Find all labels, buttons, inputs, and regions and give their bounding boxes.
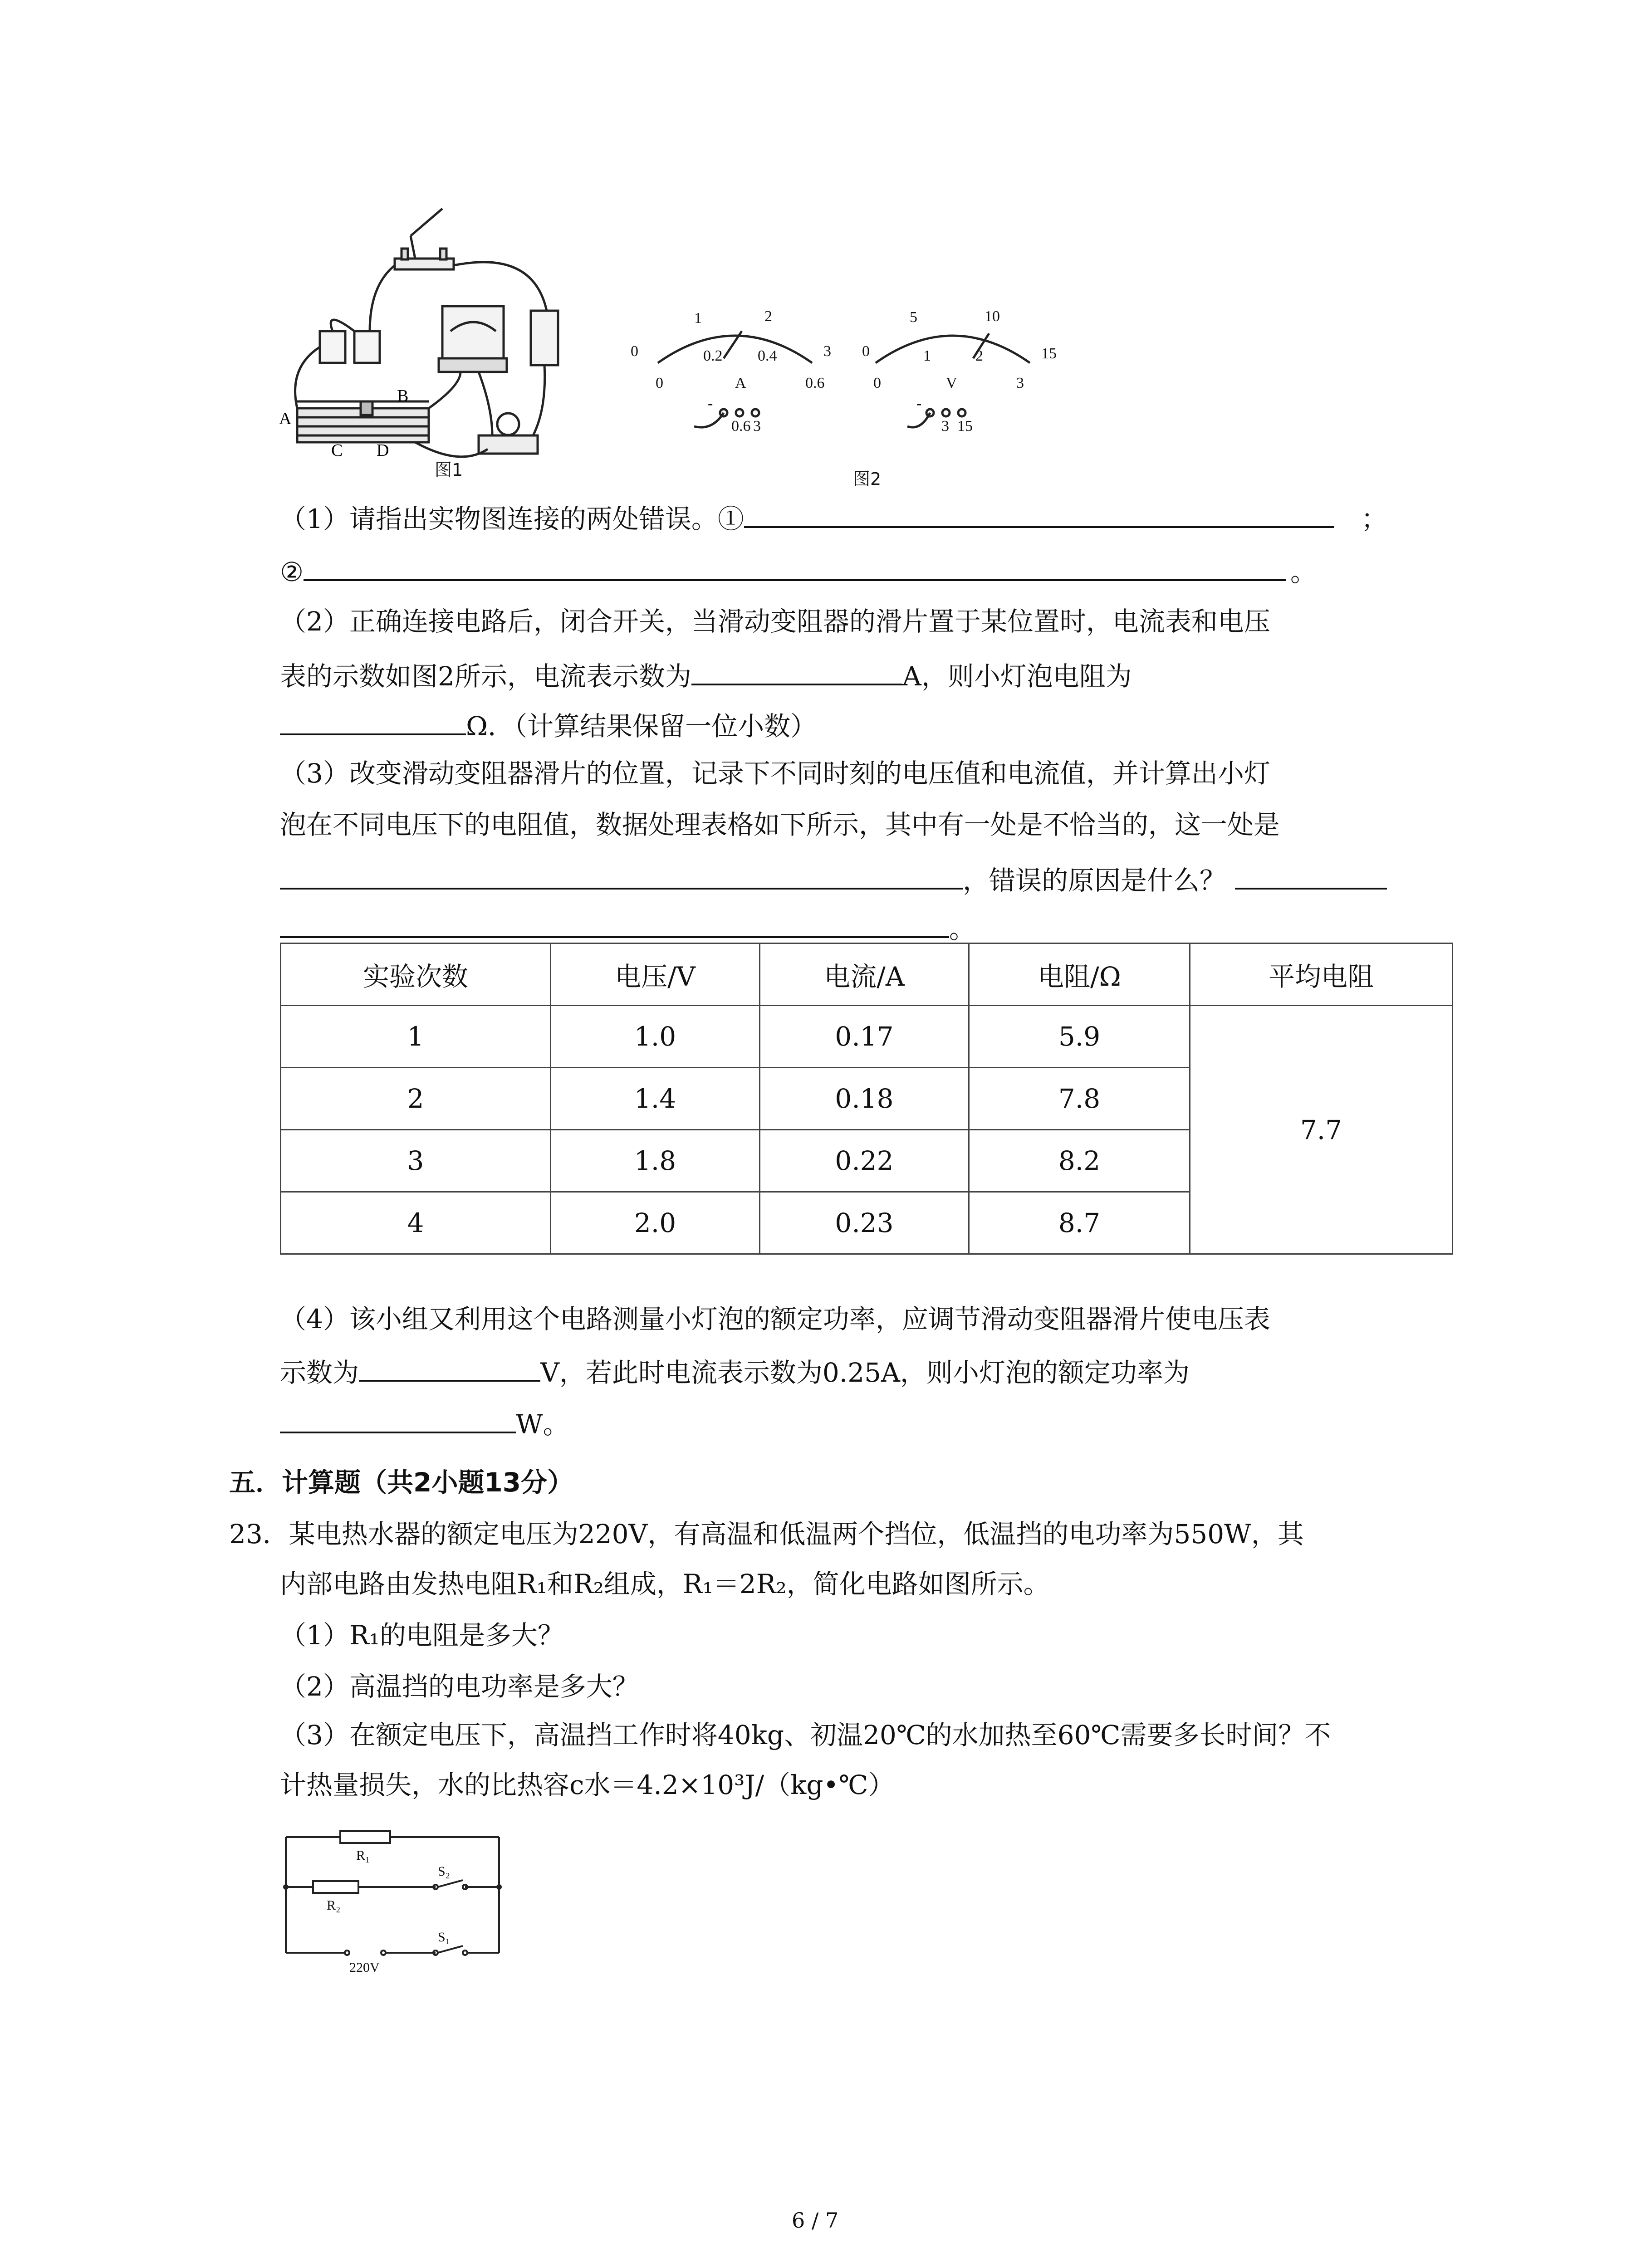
q3-which-blank[interactable] [280,860,963,890]
q3-line-1: （3）改变滑动变阻器滑片的位置，记录下不同时刻的电压值和电流值，并计算出小灯 [280,758,1270,789]
ammeter-top-2: 2 [764,308,772,325]
q1-answer-blank-1[interactable] [744,498,1334,528]
table-cell: 8.7 [969,1192,1190,1254]
q3-text-c: ，错误的原因是什么？ [963,865,1226,896]
q4-line-3 [280,1403,569,1442]
label-a: A [279,409,292,428]
q2-line-1: （2）正确连接电路后，闭合开关，当滑动变阻器的滑片置于某位置时，电流表和电压 [280,606,1270,637]
voltmeter-top-2: 10 [985,308,1000,325]
q1-text-a: （1）请指出实物图连接的两处错误。① [280,503,744,534]
q1-end-a: ； [1361,503,1387,534]
q2-text-c: Ω．（计算结果保留一位小数） [466,711,817,742]
q23-sub-3-line-1: （3）在额定电压下，高温挡工作时将40kg、初温20℃的水加热至60℃需要多长时间？不 [280,1720,1331,1750]
ammeter-terminal-2: 3 [753,418,761,435]
table-cell: 8.2 [969,1130,1190,1192]
q2-line-3 [280,705,817,744]
q1-text-b: ② [280,557,304,587]
voltmeter-top-3: 15 [1041,345,1057,362]
table-cell: 0.22 [760,1130,969,1192]
q1-line-2 [280,551,1317,590]
q23-sub-2: （2）高温挡的电功率是多大？ [280,1671,639,1702]
q1-end-b: 。 [1290,557,1317,587]
table-header-cell: 实验次数 [281,943,551,1006]
circuit-r1-label: R₁ [356,1848,370,1863]
q3-line-3 [280,860,1387,899]
table-cell: 1.8 [551,1130,760,1192]
voltmeter-terminal-2: 15 [957,418,973,435]
table-cell: 0.17 [760,1006,969,1068]
voltmeter-terminal-0: - [916,395,922,412]
table-cell: 3 [281,1130,551,1192]
page-number: 6 / 7 [792,2208,839,2233]
table-cell: 0.18 [760,1068,969,1130]
voltmeter-bottom-2: 2 [975,347,983,364]
ammeter-terminal-1: 0.6 [731,418,751,435]
ammeter-bottom-2: 0.4 [758,347,777,364]
ammeter-unit: A [735,375,746,391]
q23-line-1: 23．某电热水器的额定电压为220V，有高温和低温两个挡位，低温挡的电功率为550W，其 [229,1519,1304,1549]
q2-line-2 [280,655,1132,694]
label-b: B [397,386,409,406]
q3-line-4 [280,908,975,947]
label-d: D [377,441,389,460]
q1-line-1 [280,498,1387,537]
q23-sub-3-line-2: 计热量损失，水的比热容c水＝4.2×10³J/（kg•℃） [280,1769,895,1800]
figure-2-caption: 图2 [853,469,882,489]
q4-text-a: 示数为 [280,1357,359,1388]
circuit-s2-label: S₂ [438,1864,451,1879]
figure-1-circuit [279,195,560,485]
table-cell: 1 [281,1006,551,1068]
q1-answer-blank-2[interactable] [304,551,1286,581]
voltmeter-bottom-1: 1 [923,347,931,364]
table-cell: 7.8 [969,1068,1190,1130]
q4-text-b: V，若此时电流表示数为0.25A，则小灯泡的额定功率为 [540,1357,1190,1388]
figure-2-meters [626,295,1080,454]
table-cell: 2.0 [551,1192,760,1254]
voltmeter-bottom-3: 3 [1016,375,1024,391]
table-cell: 2 [281,1068,551,1130]
ammeter-bottom-3: 0.6 [805,375,825,391]
ammeter-bottom-0: 0 [656,375,663,391]
label-c: C [331,441,343,460]
q4-line-1: （4）该小组又利用这个电路测量小灯泡的额定功率，应调节滑动变阻器滑片使电压表 [280,1304,1270,1334]
ammeter-terminal-0: - [708,395,713,412]
voltmeter-terminal-1: 3 [941,418,949,435]
section-5-title: 五．计算题（共2小题13分） [229,1467,574,1498]
table-cell: 0.23 [760,1192,969,1254]
figure-1-caption: 图1 [435,460,463,480]
q3-reason-blank-1[interactable] [1235,860,1387,890]
table-row [281,1006,1453,1068]
table-cell: 4 [281,1192,551,1254]
q4-line-2 [280,1352,1190,1391]
table-header-cell: 电压/V [551,943,760,1006]
q3-line-2: 泡在不同电压下的电阻值，数据处理表格如下所示，其中有一处是不恰当的，这一处是 [280,809,1280,840]
circuit-source-label: 220V [349,1960,380,1975]
q3-reason-blank-2[interactable] [280,908,949,938]
ammeter-top-3: 3 [823,343,831,360]
table-header-cell: 平均电阻 [1190,943,1453,1006]
table-cell: 1.4 [551,1068,760,1130]
table-average-cell: 7.7 [1190,1006,1453,1254]
circuit-s1-label: S₁ [438,1930,451,1945]
q2-text-b: A，则小灯泡电阻为 [902,661,1132,692]
q3-end: 。 [949,914,976,944]
q4-voltage-blank[interactable] [359,1352,540,1382]
voltmeter-bottom-0: 0 [873,375,881,391]
table-cell: 1.0 [551,1006,760,1068]
heater-circuit-diagram [281,1826,504,1975]
table-header-cell: 电流/A [760,943,969,1006]
table-header-cell: 电阻/Ω [969,943,1190,1006]
ammeter-top-1: 1 [694,310,702,327]
circuit-r2-label: R₂ [327,1898,341,1913]
q23-line-2: 内部电路由发热电阻R₁和R₂组成，R₁＝2R₂，简化电路如图所示。 [280,1569,1050,1599]
q4-power-blank[interactable] [280,1403,516,1433]
voltmeter-unit: V [946,375,957,391]
table-header-row [281,943,1453,1006]
q2-text-a: 表的示数如图2所示，电流表示数为 [280,661,691,692]
ammeter-bottom-1: 0.2 [703,347,723,364]
q2-current-blank[interactable] [691,655,902,685]
voltmeter-top-0: 0 [862,343,870,360]
data-table [280,943,1453,1255]
q4-text-c: W。 [516,1409,569,1440]
ammeter-top-0: 0 [631,343,638,360]
q2-resistance-blank[interactable] [280,705,466,735]
table-cell: 5.9 [969,1006,1190,1068]
q23-sub-1: （1）R₁的电阻是多大？ [280,1620,564,1651]
voltmeter-top-1: 5 [910,309,917,326]
